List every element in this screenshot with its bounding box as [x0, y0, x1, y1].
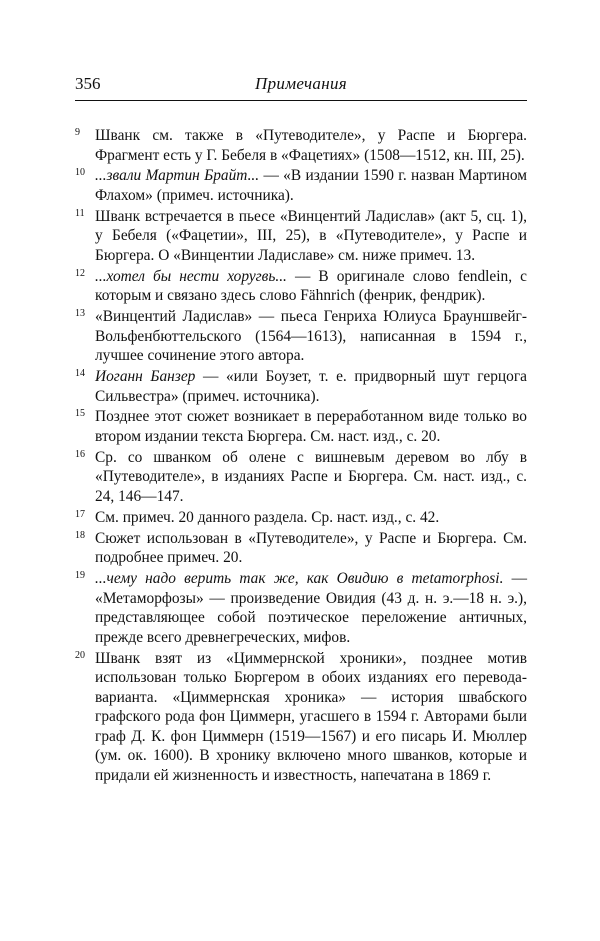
note-number: 12 [75, 267, 85, 279]
note-number: 9 [75, 127, 80, 138]
note-number: 13 [75, 308, 85, 320]
note-text: Ср. со шванком об олене с вишневым деревом во лбу в «Путеводителе», в изданиях Распе и Бюргера. См. наст. изд., с. 24, 146—147. [95, 448, 527, 505]
note-19 [75, 569, 527, 647]
note-text: — В оригинале слово fendlein, с которым и связано здесь слово Fähnrich (фенрик, фендрик). [95, 267, 527, 305]
page-title: Примечания [255, 74, 347, 93]
note-number: 14 [75, 368, 85, 380]
note-number: 18 [75, 529, 85, 541]
note-18 [75, 529, 527, 568]
note-quote: Иоганн Банзер [95, 368, 196, 386]
note-quote: ...хотел бы нести хоругвь... [95, 267, 287, 285]
note-11 [75, 207, 527, 266]
note-12 [75, 267, 527, 306]
note-20 [75, 649, 527, 786]
note-17 [75, 508, 527, 528]
note-number: 17 [75, 508, 85, 520]
note-number: 20 [75, 649, 85, 661]
note-number: 16 [75, 448, 85, 460]
note-15 [75, 407, 527, 446]
note-text: Шванк встречается в пьесе «Винцентий Ладислав» (акт 5, сц. 1), у Бебеля («Фацетии», III, 25), в «Путеводителе», у Распе и Бюргера. О «Винцентии Ладиславе» см. ниже примеч. 13. [95, 207, 527, 264]
note-text: — «В издании 1590 г. назван Мартином Флахом» (примеч. источника). [95, 167, 527, 204]
notes-list [75, 126, 527, 787]
note-text: Сюжет использован в «Путеводителе», у Распе и Бюргера. См. подробнее примеч. 20. [95, 529, 527, 567]
note-quote: ...звали Мартин Брайт... [95, 167, 260, 185]
note-text: Шванк см. также в «Путеводителе», у Распе и Бюргера. Фрагмент есть у Г. Бебеля в «Фацетиях» (1508—1512, кн. III, 25). [95, 127, 527, 164]
note-9 [75, 126, 527, 165]
note-text: — «или Боузет, т. е. придворный шут герцога Сильвестра» (примеч. источника). [95, 368, 527, 405]
note-text: «Винцентий Ладислав» — пьеса Генриха Юлиуса Брауншвейг-Вольфенбюттельского (1564—1613), написанная в 1594 г., лучшее сочинение этого автора. [95, 308, 527, 365]
note-quote: ...чему надо верить так же, как Овидию в metamorphosi. [95, 569, 504, 587]
note-number: 15 [75, 408, 85, 420]
note-13 [75, 307, 527, 366]
note-16 [75, 448, 527, 507]
note-text: Позднее этот сюжет возникает в переработанном виде только во втором издании текста Бюргера. См. наст. изд., с. 20. [95, 408, 527, 446]
note-text: — «Метаморфозы» — произведение Овидия (43 д. н. э.—18 н. э.), представляющее собой поэтическое переложение античных, прежде всего древнегреческих, мифов. [95, 569, 527, 646]
page-number: 356 [75, 74, 101, 93]
note-number: 11 [75, 207, 85, 219]
note-text: Шванк взят из «Циммернской хроники», позднее мотив использован только Бюргером в обоих изданиях его перевода-варианта. «Циммернская хроника» — история швабского графского рода фон Циммерн, угасшего в 1594 г. Авторами были граф Д. К. фон Циммерн (1519—1567) и его писарь И. Мюллер (ум. ок. 1600). В хронику включено много шванков, которые и придали ей жизненность и известность, напечатана в 1869 г. [95, 649, 527, 785]
note-10 [75, 166, 527, 205]
note-number: 10 [75, 167, 85, 179]
page-header [75, 74, 527, 101]
note-14 [75, 367, 527, 406]
note-text: См. примеч. 20 данного раздела. Ср. наст. изд., с. 42. [95, 508, 440, 526]
note-number: 19 [75, 569, 85, 581]
